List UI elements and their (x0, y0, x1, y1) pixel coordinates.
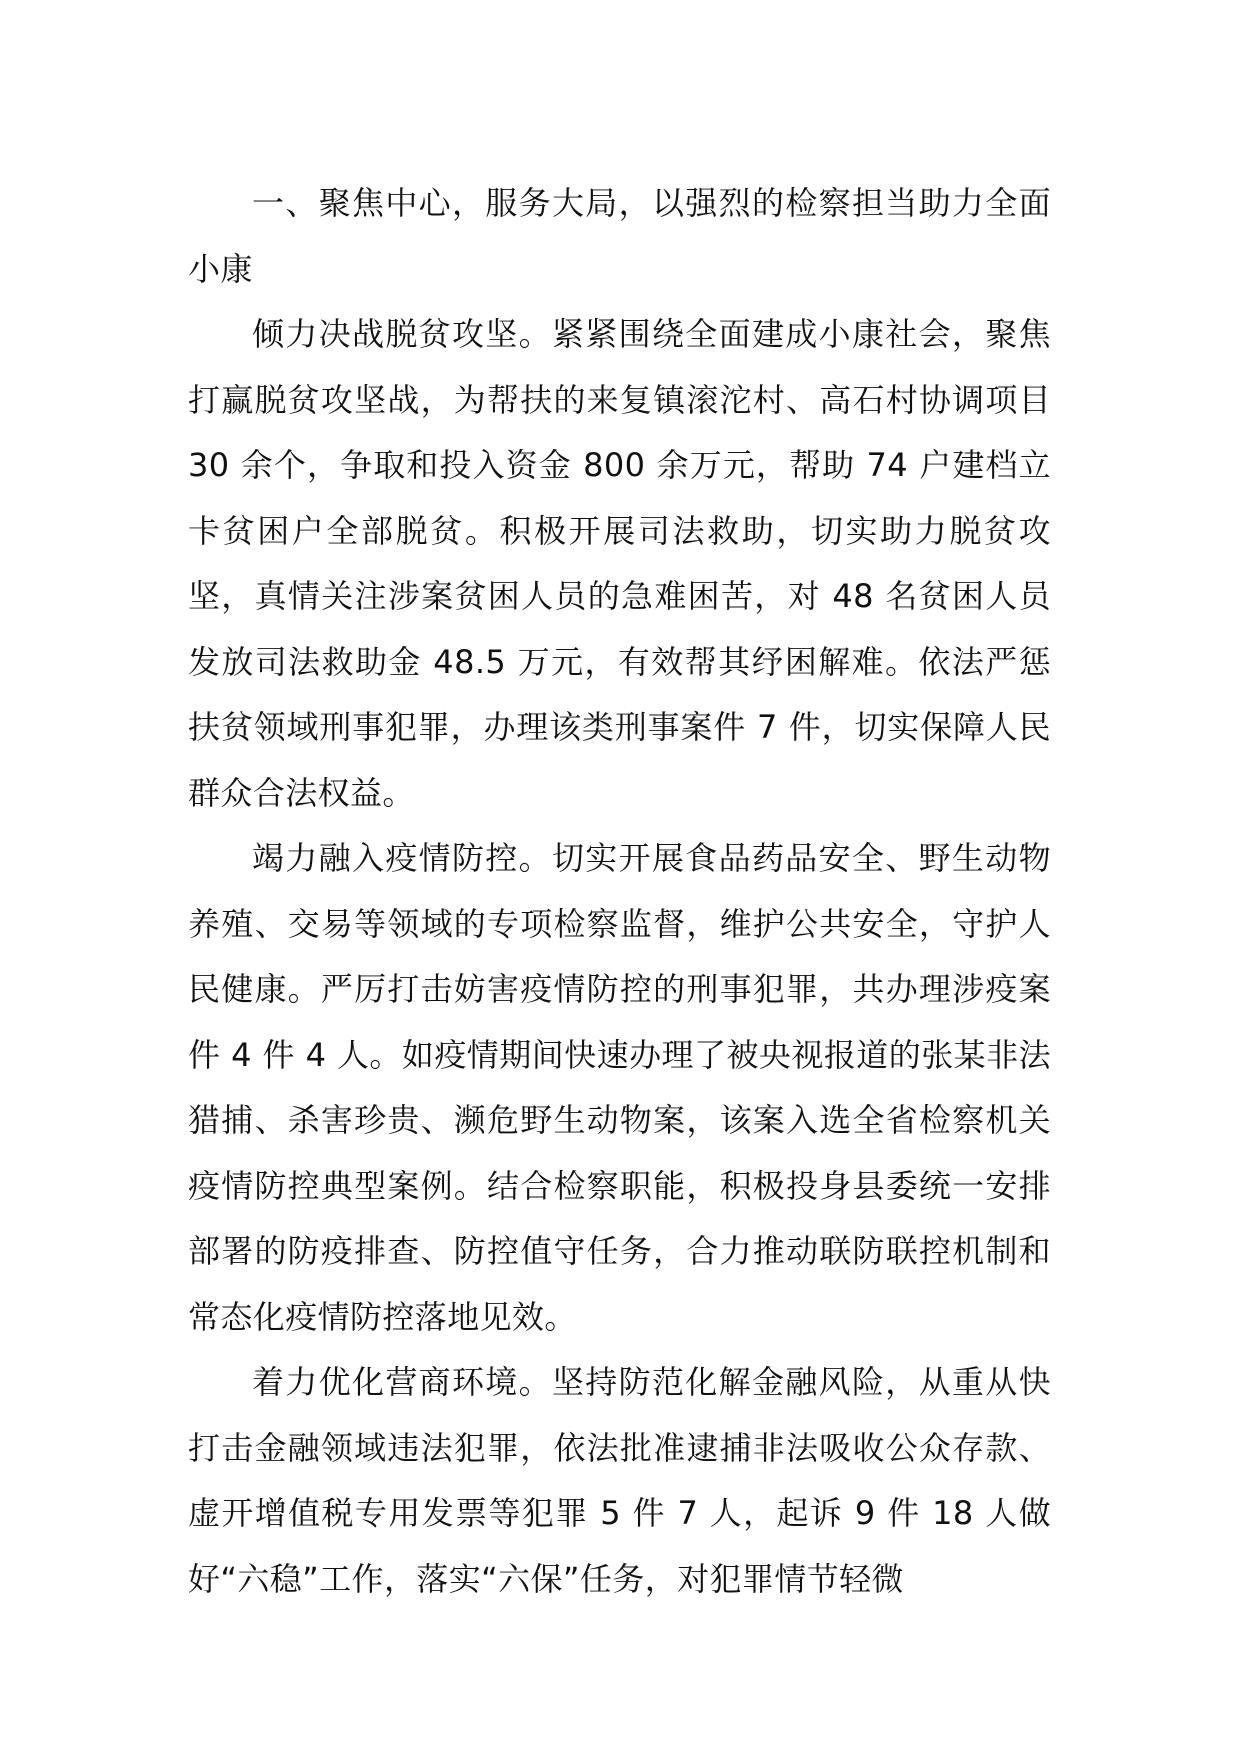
section-heading: 一、聚焦中心，服务大局，以强烈的检察担当助力全面小康 (188, 184, 1051, 288)
document-body (188, 171, 1051, 1612)
paragraph-poverty-alleviation: 倾力决战脱贫攻坚。紧紧围绕全面建成小康社会，聚焦打赢脱贫攻坚战，为帮扶的来复镇滚沱村、高石村协调项目 30 余个，争取和投入资金 800 余万元，帮助 74 户建档立卡贫困户全部脱贫。积极开展司法救助，切实助力脱贫攻坚，真情关注涉案贫困人员的急难困苦，对 48 名贫困人员发放司法救助金 48.5 万元，有效帮其纾困解难。依法严惩扶贫领域刑事犯罪，办理该类刑事案件 7 件，切实保障人民群众合法权益。 (188, 315, 1051, 812)
paragraph-business-environment: 着力优化营商环境。坚持防范化解金融风险，从重从快打击金融领域违法犯罪，依法批准逮捕非法吸收公众存款、虚开增值税专用发票等犯罪 5 件 7 人，起诉 9 件 18 人做好“六稳”工作，落实“六保”任务，对犯罪情节轻微 (188, 1363, 1051, 1598)
paragraph-epidemic-control: 竭力融入疫情防控。切实开展食品药品安全、野生动物养殖、交易等领域的专项检察监督，维护公共安全，守护人民健康。严厉打击妨害疫情防控的刑事犯罪，共办理涉疫案件 4 件 4 人。如疫情期间快速办理了被央视报道的张某非法猎捕、杀害珍贵、濒危野生动物案，该案入选全省检察机关疫情防控典型案例。结合检察职能，积极投身县委统一安排部署的防疫排查、防控值守任务，合力推动联防联控机制和常态化疫情防控落地见效。 (188, 839, 1051, 1336)
